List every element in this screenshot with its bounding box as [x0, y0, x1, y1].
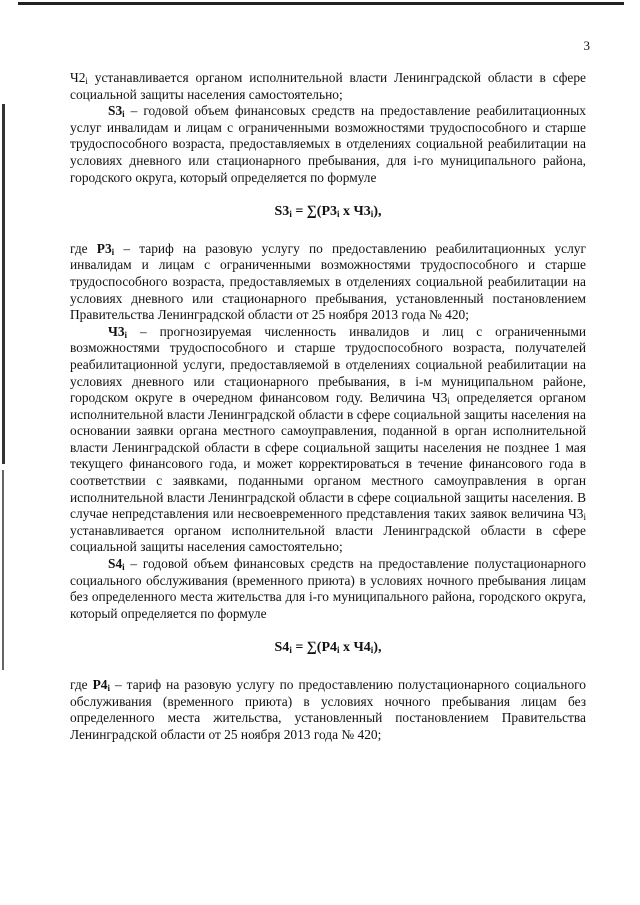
formula: $S3_i = \sum(Р3_i$ х $Ч3_i$), [274, 204, 382, 220]
formula: $S4_i = \sum(Р4_i$ х $Ч4_i$), [274, 640, 382, 656]
paragraph: где $Р4_i$ – тариф на разовую услугу по предоставлению полустационарного социального обслуживания (временного приюта) в условиях ночного пребывания лицам без определенного места жительства, установленный постановлением Правительства Ленинградской области от 25 ноября 2013 года № 420; [70, 677, 586, 742]
scan-edge-mark [2, 470, 4, 670]
paragraph: $Ч3_i$ – прогнозируемая численность инвалидов и лиц с ограниченными возможностями трудоспособного и старше трудоспособного возраста, получателей реабилитационной услуги, предоставляемой в отделениях социальной реабилитации на условиях дневного или стационарного пребывания, в i-м муниципальном районе, городском округе в очередном финансовом году. Величина $Ч3_i$ определяется органом исполнительной власти Ленинградской области в сфере социальной защиты населения на основании заявки органа местного самоуправления, поданной в орган исполнительной власти Ленинградской области в сфере социальной защиты населения не позднее 1 мая текущего финансового года, и может корректироваться в течение финансового года в соответствии с заявками, поданными органом местного самоуправления в орган исполнительной власти Ленинградской области в сфере социальной защиты населения. В случае непредставления или несвоевременного представления таких заявок величина $Ч3_i$ устанавливается органом исполнительной власти Ленинградской области в сфере социальной защиты населения самостоятельно; [70, 323, 586, 555]
scan-edge-mark [2, 104, 5, 464]
document-body [70, 70, 586, 743]
paragraph: $S4_i$ – годовой объем финансовых средств на предоставление полустационарного социального обслуживания (временного приюта) в условиях ночного пребывания лицам без определенного места жительства для i-го муниципального района, городского округа, который определяется по формуле [70, 556, 586, 621]
page-number: 3 [583, 38, 590, 53]
top-border-line [18, 2, 624, 5]
paragraph: где $Р3_i$ – тариф на разовую услугу по предоставлению реабилитационных услуг инвалидам и лицам с ограниченными возможностями трудоспособного и старше трудоспособного возраста, предоставляемых в отделениях социальной реабилитации на условиях дневного или стационарного пребывания, установленный постановлением Правительства Ленинградской области от 25 ноября 2013 года № 420; [70, 240, 586, 323]
paragraph: $Ч2_i$ устанавливается органом исполнительной власти Ленинградской области в сфере социальной защиты населения самостоятельно; [70, 70, 586, 102]
paragraph: $S3_i$ – годовой объем финансовых средств на предоставление реабилитационных услуг инвалидам и лицам с ограниченными возможностями трудоспособного и старше трудоспособного возраста, предоставляемых в отделениях социальной реабилитации на условиях дневного или стационарного пребывания, для i-го муниципального района, городского округа, который определяется по формуле [70, 103, 586, 185]
